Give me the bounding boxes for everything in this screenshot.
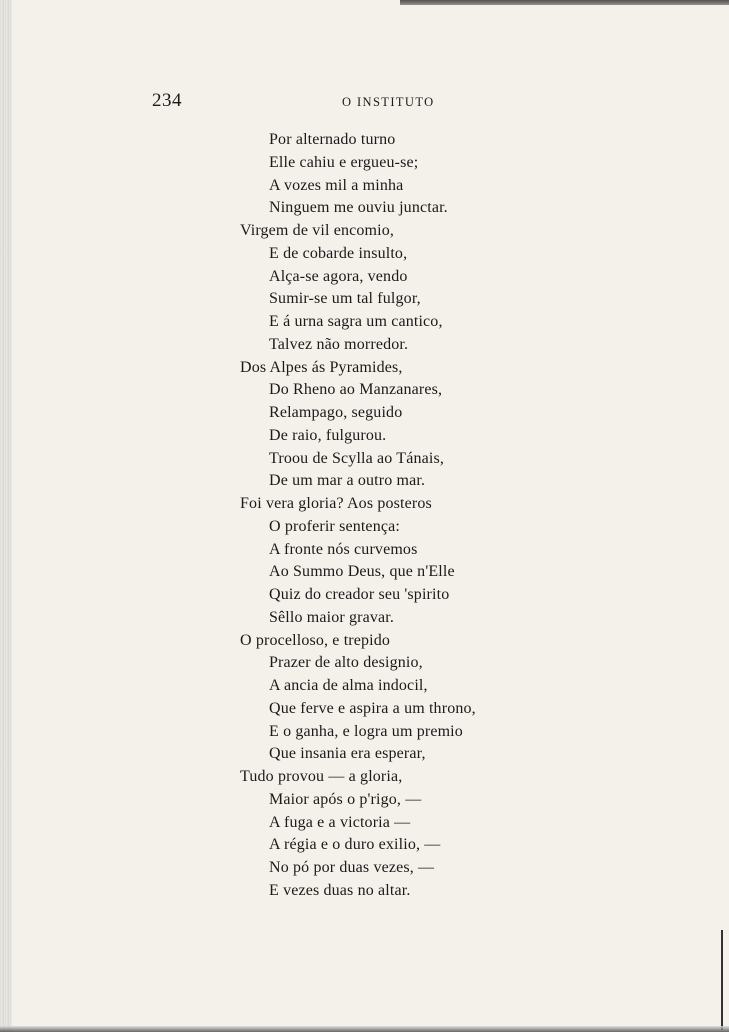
poem-line: A vozes mil a minha <box>269 176 404 194</box>
poem-line: A fuga e a victoria — <box>269 813 411 831</box>
poem-line: Tudo provou — a gloria, <box>240 768 403 785</box>
page-number: 234 <box>152 90 182 111</box>
poem-line: Quiz do creador seu 'spirito <box>269 586 450 603</box>
running-title: O INSTITUTO <box>342 95 435 109</box>
poem-line: Ao Summo Deus, que n'Elle <box>269 563 455 581</box>
poem-line: De um mar a outro mar. <box>269 472 426 490</box>
poem-line: Talvez não morredor. <box>269 335 409 353</box>
poem-line: No pó por duas vezes, — <box>269 859 435 876</box>
poem-line: Que ferve e aspira a um throno, <box>269 699 476 717</box>
scan-gutter <box>0 0 12 1032</box>
scan-edge-top <box>400 0 729 5</box>
poem-line: A fronte nós curvemos <box>269 540 418 558</box>
poem-line: Sêllo maior gravar. <box>269 608 395 626</box>
scan-edge-right <box>721 930 723 1030</box>
scan-edge-bottom <box>0 1026 729 1032</box>
poem-line: E vezes duas no altar. <box>269 881 411 899</box>
poem-line: E de cobarde insulto, <box>269 244 408 262</box>
poem-line: Alça-se agora, vendo <box>269 267 408 285</box>
poem-line: A régia e o duro exilio, — <box>269 836 441 854</box>
poem-line: O proferir sentença: <box>269 517 400 535</box>
poem-line: E á urna sagra um cantico, <box>269 313 443 330</box>
poem-line: Que insania era esperar, <box>269 745 426 763</box>
page-header <box>152 90 442 114</box>
poem-line: Do Rheno ao Manzanares, <box>269 381 443 399</box>
poem-line: Relampago, seguido <box>269 404 403 421</box>
poem-line: Sumir-se um tal fulgor, <box>269 290 421 308</box>
poem-line: Elle cahiu e ergueu-se; <box>269 153 419 171</box>
poem-line: Troou de Scylla ao Tánais, <box>269 449 444 467</box>
poem-line: Maior após o p'rigo, — <box>269 790 422 808</box>
poem-line: O procelloso, e trepido <box>240 631 391 649</box>
poem-line: De raio, fulgurou. <box>269 426 387 444</box>
poem-line: Foi vera gloria? Aos posteros <box>240 495 432 512</box>
poem-line: E o ganha, e logra um premio <box>269 722 463 740</box>
poem-text <box>240 129 540 903</box>
poem-line: Ninguem me ouviu junctar. <box>269 199 448 217</box>
poem-line: Virgem de vil encomio, <box>240 222 395 239</box>
poem-line: Prazer de alto designio, <box>269 654 423 672</box>
poem-line: Por alternado turno <box>269 131 396 148</box>
poem-line: Dos Alpes ás Pyramides, <box>240 358 403 376</box>
poem-line: A ancia de alma indocil, <box>269 677 428 694</box>
